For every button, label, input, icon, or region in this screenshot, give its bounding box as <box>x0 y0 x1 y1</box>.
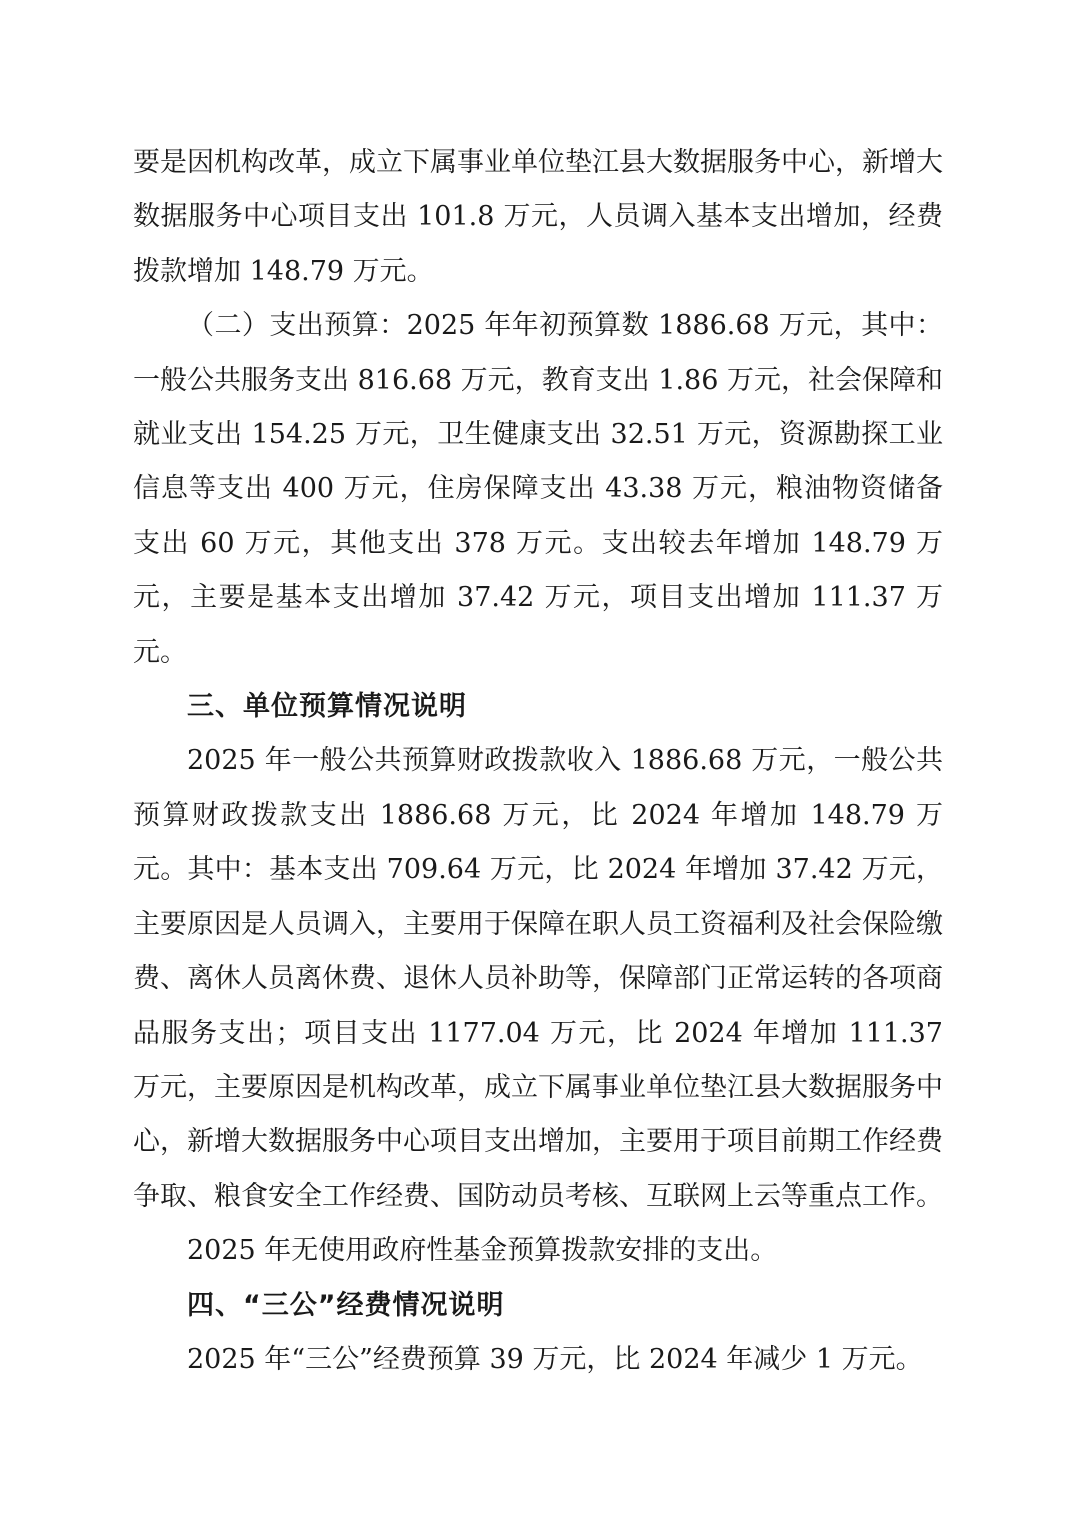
paragraph-three-public-budget: 2025 年“三公”经费预算 39 万元，比 2024 年减少 1 万元。 <box>187 1343 923 1375</box>
paragraph-continuation: 要是因机构改革，成立下属事业单位垫江县大数据服务中心，新增大数据服务中心项目支出 101.8 万元，人员调入基本支出增加，经费拨款增加 148.79 万元。 <box>133 147 943 287</box>
section-heading-unit-budget: 三、单位预算情况说明 <box>187 691 467 723</box>
section-heading-three-public: 四、“三公”经费情况说明 <box>187 1289 505 1321</box>
paragraph-unit-budget: 2025 年一般公共预算财政拨款收入 1886.68 万元，一般公共预算财政拨款支出 1886.68 万元，比 2024 年增加 148.79 万元。其中：基本支出 709.64 万元，比 2024 年增加 37.42 万元，主要原因是人员调入，主要用于保障在职人员工资福利及社会保险缴费、离休人员离休费、退休人员补助等，保障部门正常运转的各项商品服务支出；项目支出 1177.04 万元，比 2024 年增加 111.37 万元，主要原因是机构改革，成立下属事业单位垫江县大数据服务中心，新增大数据服务中心项目支出增加，主要用于项目前期工作经费争取、粮食安全工作经费、国防动员考核、互联网上云等重点工作。 <box>133 745 943 1212</box>
paragraph-expenditure-budget: （二）支出预算：2025 年年初预算数 1886.68 万元，其中：一般公共服务支出 816.68 万元，教育支出 1.86 万元，社会保障和就业支出 154.25 万元，卫生健康支出 32.51 万元，资源勘探工业信息等支出 400 万元，住房保障支出 43.38 万元，粮油物资储备支出 60 万元，其他支出 378 万元。支出较去年增加 148.79 万元，主要是基本支出增加 37.42 万元，项目支出增加 111.37 万元。 <box>133 310 943 668</box>
paragraph-government-fund: 2025 年无使用政府性基金预算拨款安排的支出。 <box>187 1235 778 1267</box>
document-body <box>133 136 943 1387</box>
